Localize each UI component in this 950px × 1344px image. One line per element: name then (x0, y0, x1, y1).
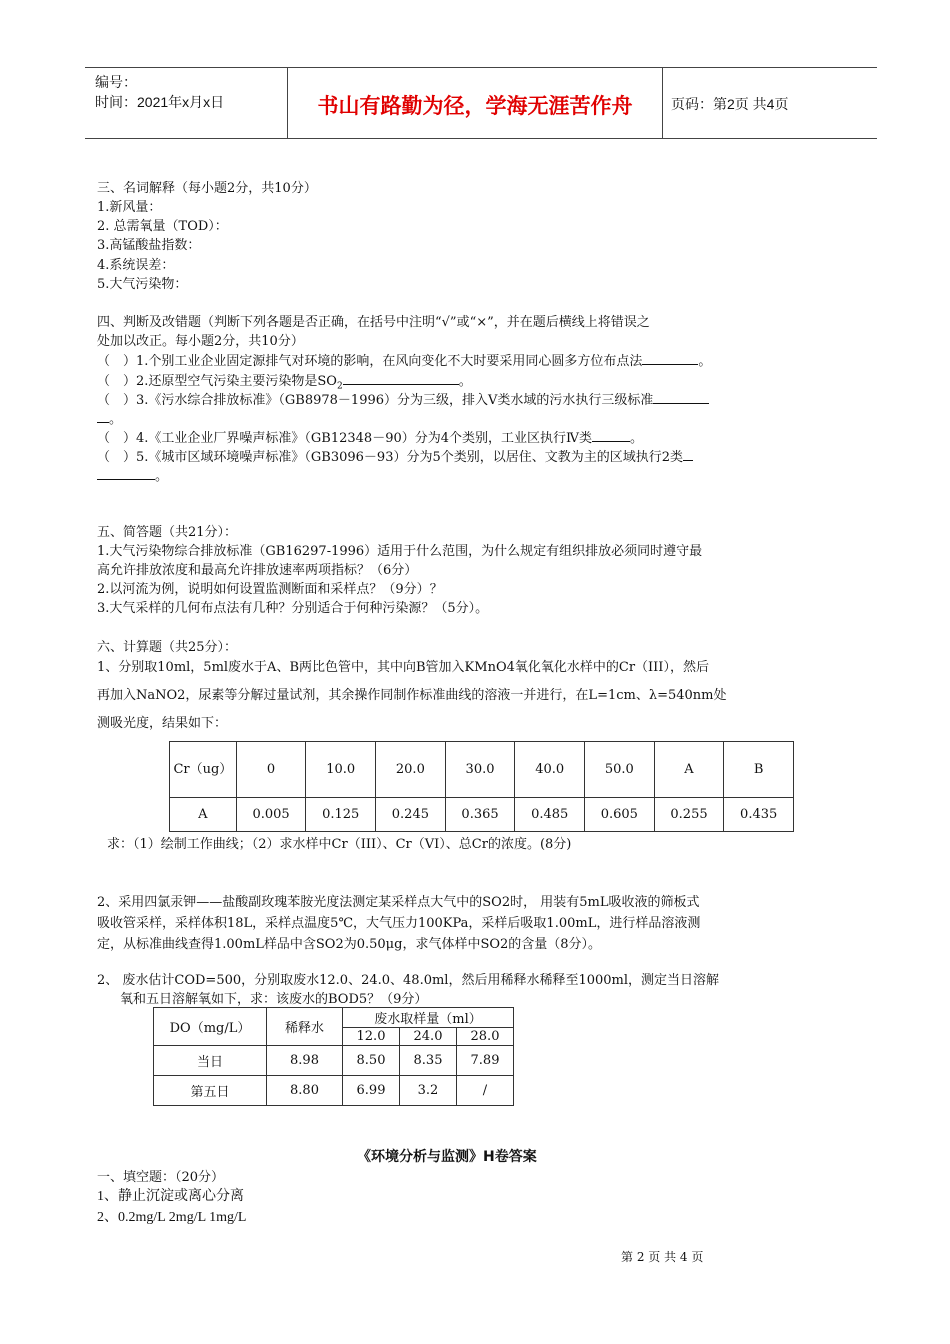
absorbance-table (169, 741, 794, 832)
fill-section-title: 一、填空题：（20分） (97, 1170, 225, 1185)
question-text: （ ）1.个别工业企业固定源排气对环境的影响，在风向变化不大时要采用同心圆多方位布点法 (97, 354, 643, 369)
answer-item: 2、0.2mg/L 2mg/L 1mg/L (97, 1210, 247, 1225)
table-cell: Cr（ug） (170, 742, 237, 798)
table-cell: B (724, 742, 794, 798)
section5-title: 五、简答题（共21分）： (97, 525, 238, 540)
table-cell: 50.0 (585, 742, 655, 798)
answer-blank[interactable] (97, 466, 155, 480)
term-item: 3.高锰酸盐指数： (97, 238, 201, 253)
table-cell: A (170, 798, 237, 832)
judge-question-1: （ ）1.个别工业企业固定源排气对环境的影响，在风向变化不大时要采用同心圆多方位布点法 。 (97, 351, 711, 371)
time-label: 时间：2021年x月x日 (95, 94, 225, 110)
section6-title: 六、计算题（共25分）： (97, 640, 238, 655)
judge-question-3 (97, 390, 709, 410)
answer-blank[interactable] (592, 428, 630, 442)
answer-blank[interactable] (683, 447, 693, 461)
term-item: 5.大气污染物： (97, 277, 188, 292)
calc-problem-2-line3: 定，从标准曲线查得1.00mL样品中含SO2为0.50μg，求气体样中SO2的含量（8分）。 (97, 937, 602, 952)
table-cell: 20.0 (376, 742, 446, 798)
table-cell: 8.98 (267, 1046, 343, 1076)
table-cell: 8.50 (343, 1046, 400, 1076)
table-cell: / (457, 1076, 514, 1106)
judge-question-5 (97, 447, 693, 467)
table-cell: 0.255 (654, 798, 724, 832)
table-cell: 0.605 (585, 798, 655, 832)
answer-blank[interactable] (97, 409, 109, 423)
table-cell: 第五日 (154, 1076, 267, 1106)
table-header-cell: 12.0 (343, 1028, 400, 1046)
table-cell: 0.125 (306, 798, 376, 832)
table-cell: 40.0 (515, 742, 585, 798)
motto: 书山有路勤为径，学海无涯苦作舟 (317, 94, 633, 118)
question-text: （ ）4.《工业企业厂界噪声标准》（GB12348－90）分为4个类别，工业区执行Ⅳ类 (97, 431, 592, 446)
calc-problem-3-line1: 2、 废水估计COD=500，分别取废水12.0、24.0、48.0ml，然后用稀释水稀释至1000ml，测定当日溶解 (97, 973, 720, 988)
calc-problem-2-line1: 2、采用四氯汞钾——盐酸副玫瑰苯胺光度法测定某采样点大气中的SO2时， 用装有5mL吸收液的筛板式 (97, 895, 700, 910)
calc-problem-3-line2: 氧和五日溶解氧如下，求：该废水的BOD5？（9分） (120, 992, 428, 1007)
answer-item: 1、静止沉淀或离心分离 (97, 1189, 244, 1204)
short-question-3: 3.大气采样的几何布点法有几种？分别适合于何种污染源？（5分）。 (97, 601, 489, 616)
header-info-cell (85, 68, 287, 138)
question-text: （ ）2.还原型空气污染主要污染物是SO (97, 374, 337, 389)
table-cell: 3.2 (400, 1076, 457, 1106)
answer-blank[interactable] (343, 371, 459, 385)
calc-problem-1-line2: 再加入NaNO2，尿素等分解过量试剂，其余操作同制作标准曲线的溶液一并进行，在L=1cm、λ=540nm处 (97, 688, 727, 703)
table-header-cell: 24.0 (400, 1028, 457, 1046)
answer-blank[interactable] (642, 351, 698, 365)
term-item: 2. 总需氧量（TOD）： (97, 219, 228, 234)
calc-problem-1-line1: 1、分别取10ml，5ml废水于A、B两比色管中，其中向B管加入KMnO4氧化氧化水样中的Cr（III），然后 (97, 660, 709, 675)
calc-problem-1-line3: 测吸光度，结果如下： (97, 716, 228, 731)
table-cell: 0.365 (445, 798, 515, 832)
judge-question-5-cont: 。 (97, 466, 168, 486)
table-cell: 30.0 (445, 742, 515, 798)
table-cell: 当日 (154, 1046, 267, 1076)
table-row (154, 1076, 514, 1106)
table-row (154, 1008, 514, 1028)
section4-title-line1: 四、判断及改错题（判断下列各题是否正确，在括号中注明“√”或“×”，并在题后横线上将错误之 (97, 315, 650, 330)
page-label: 页码：第2页 共4页 (671, 96, 789, 112)
section3-title: 三、名词解释（每小题2分，共10分） (97, 181, 317, 196)
bod-table (153, 1007, 514, 1106)
answer-blank[interactable] (653, 390, 709, 404)
short-question-1-line1: 1.大气污染物综合排放标准（GB16297-1996）适用于什么范围，为什么规定有组织排放必须同时遵守最 (97, 544, 703, 559)
answers-title: 《环境分析与监测》H卷答案 (357, 1149, 537, 1165)
table-cell: A (654, 742, 724, 798)
table-cell: 0 (236, 742, 306, 798)
calc-problem-1-ask: 求：（1）绘制工作曲线；（2）求水样中Cr（III）、Cr（VI）、总Cr的浓度。(8分) (107, 837, 572, 852)
term-item: 1.新风量： (97, 200, 162, 215)
term-item: 4.系统误差： (97, 258, 175, 273)
short-question-1-line2: 高允许排放浓度和最高允许排放速率两项指标？（6分） (97, 563, 418, 578)
judge-question-2: （ ）2.还原型空气污染主要污染物是$SO_2$ 。 (97, 371, 472, 397)
table-row (154, 1046, 514, 1076)
table-row (170, 742, 794, 798)
table-header-cell: 废水取样量（ml） (343, 1008, 514, 1028)
table-cell: 6.99 (343, 1076, 400, 1106)
table-cell: 0.005 (236, 798, 306, 832)
calc-problem-2-line2: 吸收管采样，采样体积18L，采样点温度5℃，大气压力100KPa，采样后吸取1.00mL，进行样品溶液测 (97, 916, 701, 931)
table-cell: 8.35 (400, 1046, 457, 1076)
table-header-cell: 28.0 (457, 1028, 514, 1046)
table-header-cell: DO（mg/L） (154, 1008, 267, 1046)
table-cell: 0.435 (724, 798, 794, 832)
page-footer: 第 2 页 共 4 页 (621, 1250, 704, 1264)
number-label: 编号： (95, 74, 137, 90)
page-header (85, 67, 877, 139)
table-cell: 7.89 (457, 1046, 514, 1076)
question-text: （ ）5.《城市区域环境噪声标准》（GB3096－93）分为5个类别，以居住、文教为主的区域执行2类 (97, 450, 684, 465)
table-cell: 0.245 (376, 798, 446, 832)
header-page-cell (661, 68, 877, 138)
table-cell: 10.0 (306, 742, 376, 798)
short-question-2: 2.以河流为例，说明如何设置监测断面和采样点？（9分）？ (97, 582, 443, 597)
judge-question-4: （ ）4.《工业企业厂界噪声标准》（GB12348－90）分为4个类别，工业区执行Ⅳ类 。 (97, 428, 643, 448)
question-text: （ ）3.《污水综合排放标准》（GB8978－1996）分为三级，排入Ⅴ类水域的污水执行三级标准 (97, 393, 654, 408)
table-cell: 8.80 (267, 1076, 343, 1106)
table-cell: 0.485 (515, 798, 585, 832)
header-motto-cell (287, 68, 663, 138)
table-row (170, 798, 794, 832)
table-header-cell: 稀释水 (267, 1008, 343, 1046)
judge-question-3-cont: 。 (97, 409, 122, 429)
section4-title-line2: 处加以改正。每小题2分，共10分） (97, 334, 304, 349)
